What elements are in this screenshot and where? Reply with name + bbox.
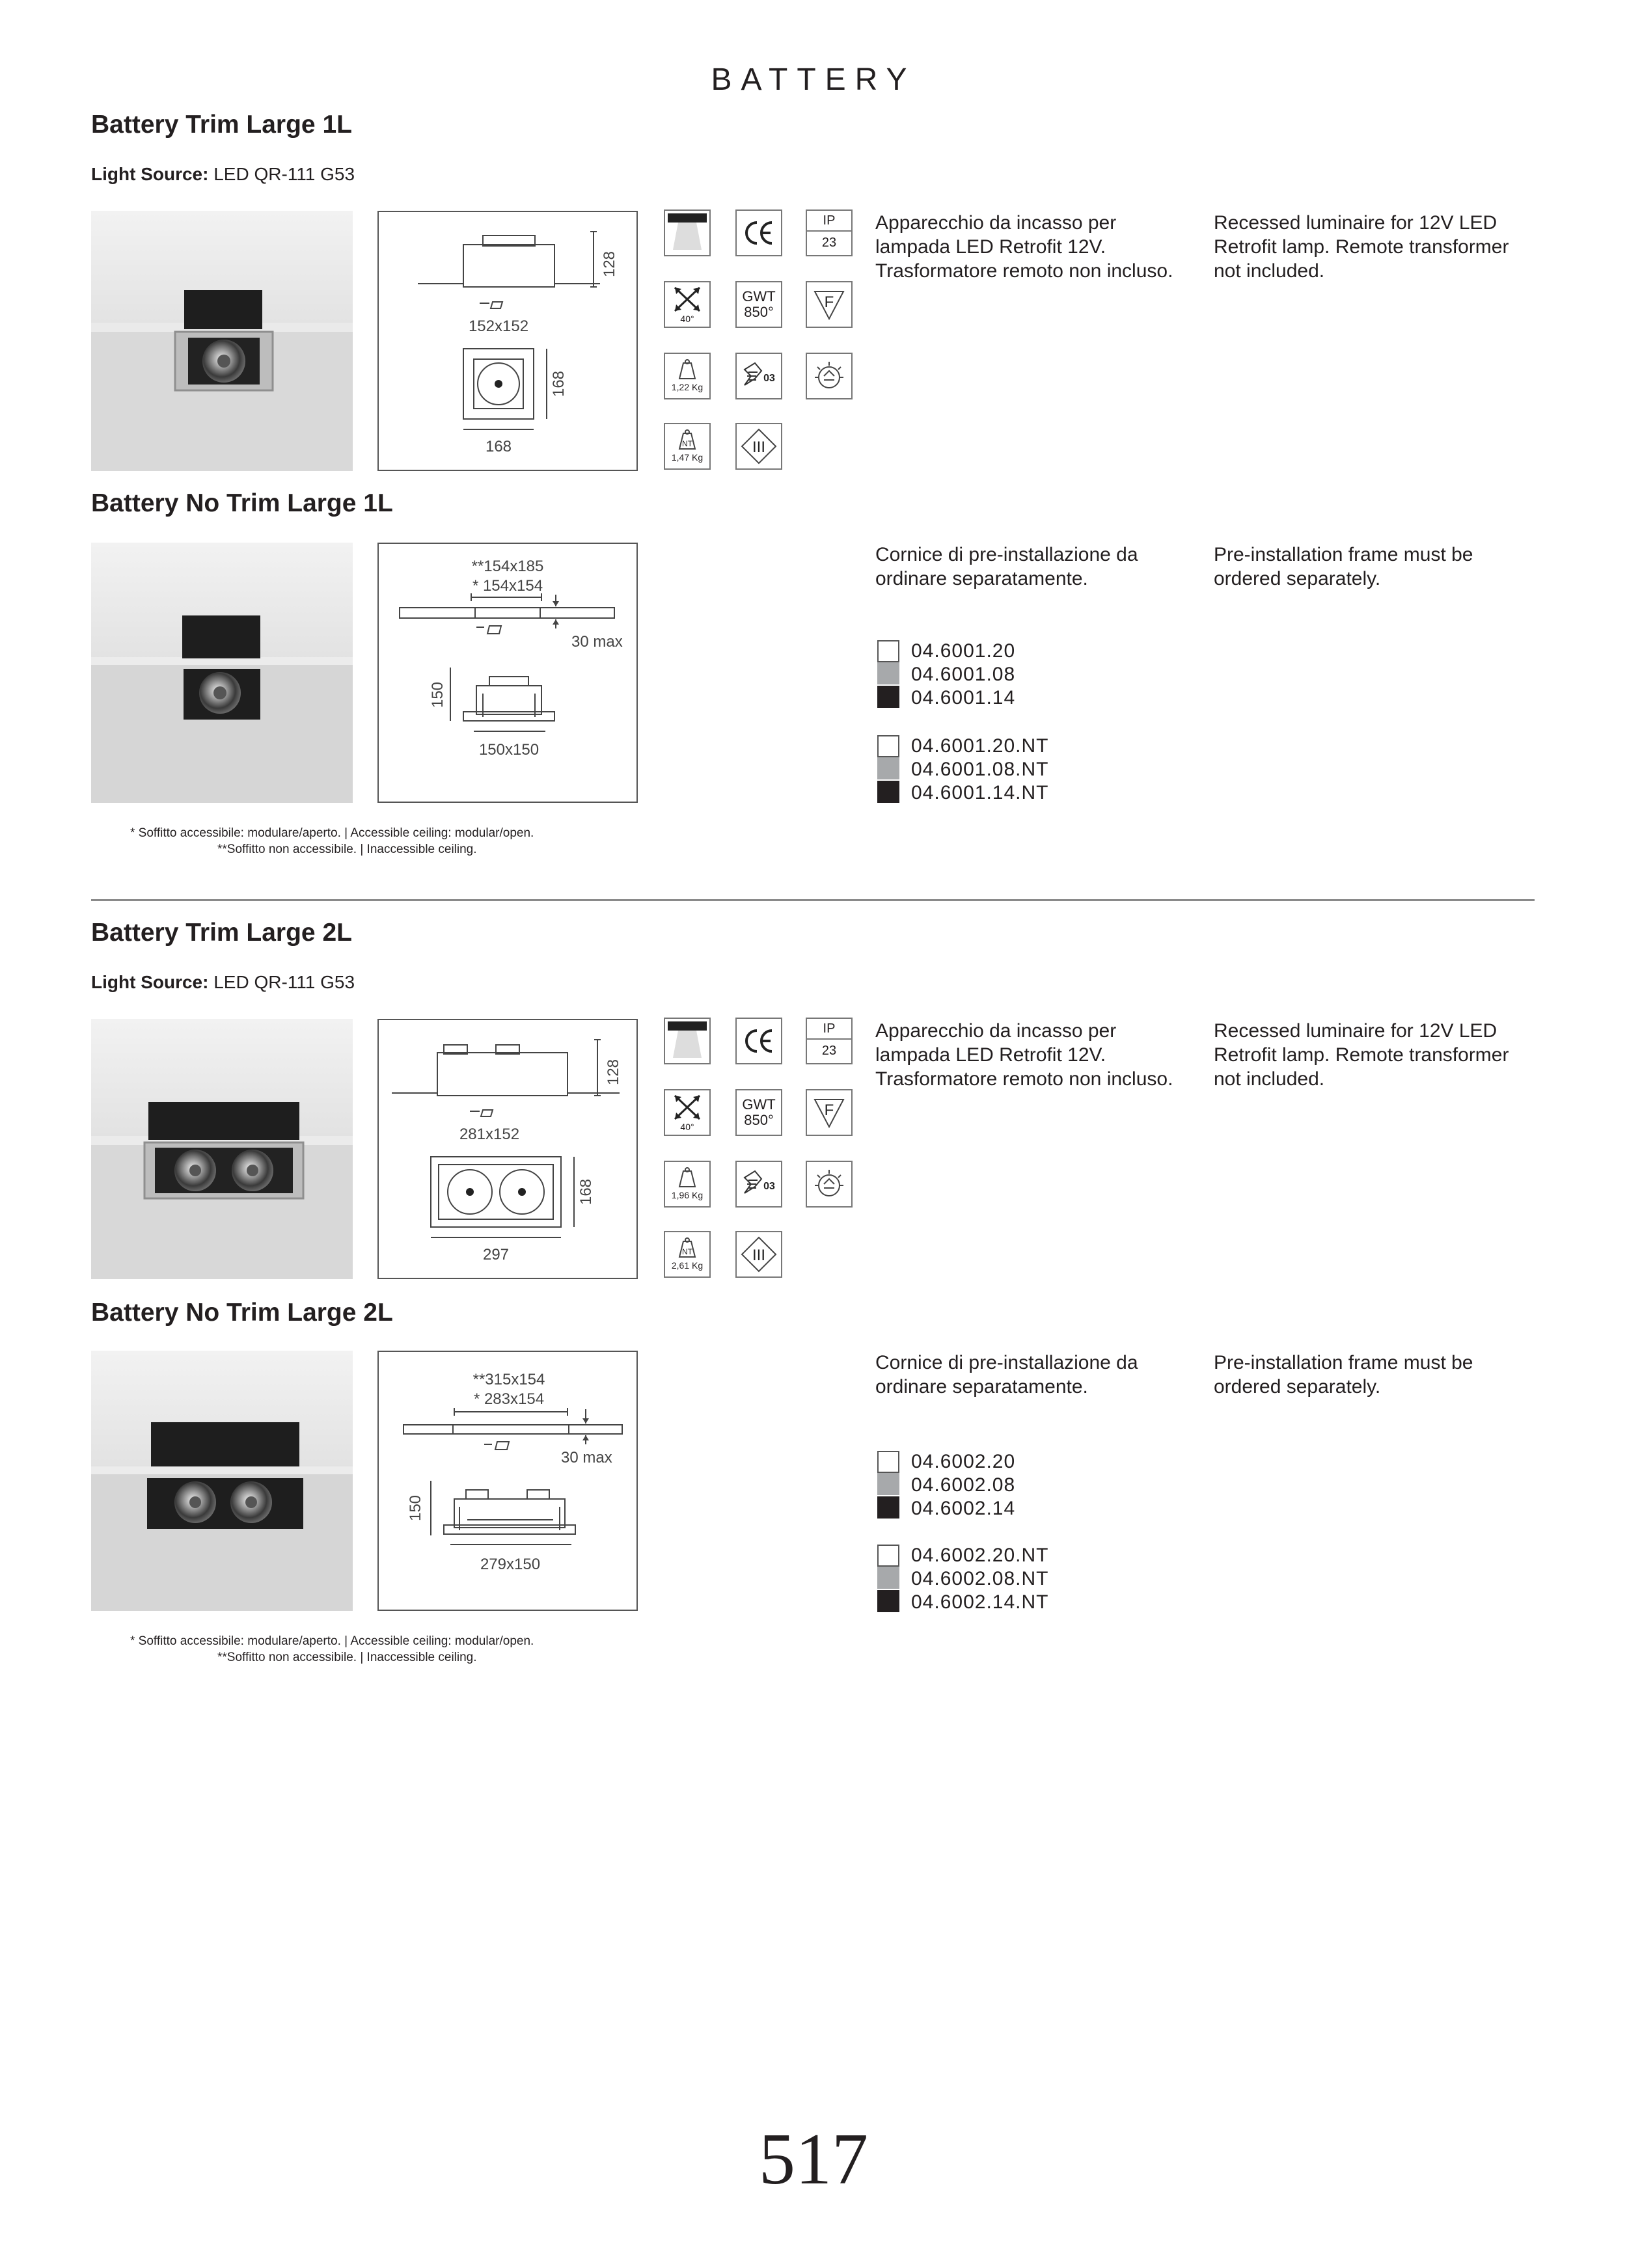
product-code: 04.6001.14.NT bbox=[911, 782, 1049, 803]
dim-max: 30 max bbox=[571, 633, 623, 651]
description-en: Recessed luminaire for 12V LED Retrofit lamp. Remote transformer not included. bbox=[1214, 1020, 1509, 1090]
product-title: Battery No Trim Large 1L bbox=[91, 489, 393, 517]
footnote: **Soffitto non accessibile. | Inaccessible ceiling. bbox=[217, 843, 477, 856]
swatch-white bbox=[877, 1545, 899, 1567]
light-source-label: Light Source: bbox=[91, 164, 209, 184]
gwt-label: GWT bbox=[742, 1096, 776, 1113]
dim-max: 30 max bbox=[561, 1449, 612, 1466]
swatch-grey bbox=[877, 1567, 899, 1589]
dim-height: 150 bbox=[407, 1494, 424, 1522]
ce-mark-icon bbox=[735, 1018, 782, 1064]
description-en: Recessed luminaire for 12V LED Retrofit lamp. Remote transformer not included. bbox=[1214, 212, 1509, 282]
light-source-label: Light Source: bbox=[91, 972, 209, 992]
energy-class-icon bbox=[735, 353, 782, 399]
product-photo bbox=[91, 211, 353, 471]
swatch-grey bbox=[877, 1473, 899, 1495]
dim-bottom: 150x150 bbox=[478, 741, 540, 759]
f-mark-icon bbox=[806, 1089, 853, 1136]
swatch-white bbox=[877, 735, 899, 757]
ip-rating-icon bbox=[806, 209, 853, 256]
dim-height: 128 bbox=[605, 1059, 622, 1086]
driver-icon bbox=[806, 1161, 853, 1208]
product-title: Battery No Trim Large 2L bbox=[91, 1299, 393, 1327]
nt-weight-value: 2,61 Kg bbox=[671, 1260, 704, 1271]
energy-class-text: 03 bbox=[763, 373, 775, 384]
description-en: Pre-installation frame must be ordered separately. bbox=[1214, 1352, 1473, 1397]
class-iii-icon bbox=[735, 1231, 782, 1278]
spot-beam-icon bbox=[664, 1018, 711, 1064]
class-iii-icon bbox=[735, 423, 782, 470]
product-code: 04.6001.20 bbox=[911, 640, 1016, 662]
swatch-black bbox=[877, 1496, 899, 1519]
product-code: 04.6001.08.NT bbox=[911, 759, 1049, 780]
section-divider bbox=[91, 899, 1535, 901]
swatch-white bbox=[877, 1451, 899, 1473]
product-code: 04.6001.14 bbox=[911, 687, 1016, 709]
gwt-value: 850° bbox=[744, 304, 774, 320]
nt-weight-label: NT bbox=[682, 439, 692, 448]
description-en: Pre-installation frame must be ordered separately. bbox=[1214, 544, 1473, 589]
dim-top: 281x152 bbox=[459, 1126, 520, 1143]
product-code: 04.6001.20.NT bbox=[911, 735, 1049, 757]
swatch-black bbox=[877, 1590, 899, 1612]
gwt-value: 850° bbox=[744, 1112, 774, 1128]
f-mark-icon bbox=[806, 281, 853, 328]
spot-beam-icon bbox=[664, 209, 711, 256]
dim-top: 152x152 bbox=[468, 317, 529, 335]
dim-double-star: **154x185 bbox=[471, 558, 544, 575]
driver-icon bbox=[806, 353, 853, 399]
light-source-value: LED QR-111 G53 bbox=[213, 164, 355, 184]
product-code: 04.6002.08 bbox=[911, 1474, 1016, 1496]
dim-bottom: 279x150 bbox=[480, 1556, 541, 1573]
swatch-white bbox=[877, 640, 899, 662]
swatch-black bbox=[877, 686, 899, 708]
dim-height: 150 bbox=[429, 681, 446, 709]
dim-side: 168 bbox=[577, 1178, 595, 1206]
class-iii-text: III bbox=[752, 439, 766, 456]
light-source bbox=[91, 164, 355, 185]
product-code: 04.6002.14.NT bbox=[911, 1591, 1049, 1613]
energy-class-text: 03 bbox=[763, 1181, 775, 1192]
description-it: Cornice di pre-installazione da ordinare separatamente. bbox=[875, 544, 1138, 589]
page-title: BATTERY bbox=[711, 62, 916, 97]
dim-double-star: **315x154 bbox=[472, 1371, 545, 1388]
nt-weight-icon bbox=[664, 423, 711, 470]
dim-side: 168 bbox=[550, 370, 567, 398]
product-code: 04.6002.20.NT bbox=[911, 1545, 1049, 1566]
swatch-grey bbox=[877, 757, 899, 779]
swatch-grey bbox=[877, 662, 899, 684]
technical-drawing bbox=[377, 211, 638, 471]
footnote: **Soffitto non accessibile. | Inaccessible ceiling. bbox=[217, 1651, 477, 1664]
beam-angle-icon bbox=[664, 1089, 711, 1136]
energy-class-icon bbox=[735, 1161, 782, 1208]
nt-weight-value: 1,47 Kg bbox=[671, 452, 704, 463]
weight-icon bbox=[664, 353, 711, 399]
dim-bottom: 168 bbox=[485, 438, 512, 455]
ip-label: IP bbox=[807, 1019, 851, 1040]
dim-single-star: * 154x154 bbox=[472, 577, 543, 595]
product-code: 04.6002.08.NT bbox=[911, 1568, 1049, 1589]
dim-height: 128 bbox=[601, 250, 618, 278]
f-mark-text: F bbox=[824, 1101, 834, 1119]
weight-icon bbox=[664, 1161, 711, 1208]
dim-bottom: 297 bbox=[482, 1246, 510, 1263]
product-title: Battery Trim Large 2L bbox=[91, 919, 352, 947]
product-photo bbox=[91, 1019, 353, 1279]
ip-value: 23 bbox=[821, 236, 837, 250]
dim-single-star: * 283x154 bbox=[473, 1390, 545, 1408]
product-photo bbox=[91, 543, 353, 803]
product-photo bbox=[91, 1351, 353, 1611]
gwt-label: GWT bbox=[742, 288, 776, 304]
beam-angle-value: 40° bbox=[680, 1122, 694, 1132]
product-code: 04.6002.20 bbox=[911, 1451, 1016, 1472]
technical-drawing bbox=[377, 543, 638, 803]
beam-angle-value: 40° bbox=[680, 314, 694, 324]
ip-value: 23 bbox=[821, 1044, 837, 1058]
class-iii-text: III bbox=[752, 1247, 766, 1264]
page-number: 517 bbox=[759, 2119, 868, 2200]
weight-value: 1,96 Kg bbox=[671, 1190, 704, 1200]
technical-drawing bbox=[377, 1019, 638, 1279]
light-source-value: LED QR-111 G53 bbox=[213, 972, 355, 992]
description-it: Apparecchio da incasso per lampada LED Retrofit 12V. Trasformatore remoto non incluso. bbox=[875, 212, 1173, 282]
technical-drawing bbox=[377, 1351, 638, 1611]
ce-mark-icon bbox=[735, 209, 782, 256]
nt-weight-label: NT bbox=[682, 1247, 692, 1256]
product-code: 04.6001.08 bbox=[911, 664, 1016, 685]
product-code: 04.6002.14 bbox=[911, 1498, 1016, 1519]
ip-label: IP bbox=[807, 211, 851, 232]
weight-value: 1,22 Kg bbox=[671, 382, 704, 392]
glow-wire-icon bbox=[735, 1089, 782, 1136]
description-it: Cornice di pre-installazione da ordinare separatamente. bbox=[875, 1352, 1138, 1397]
description-it: Apparecchio da incasso per lampada LED Retrofit 12V. Trasformatore remoto non incluso. bbox=[875, 1020, 1173, 1090]
footnote: * Soffitto accessibile: modulare/aperto. | Accessible ceiling: modular/open. bbox=[130, 1634, 534, 1648]
f-mark-text: F bbox=[824, 293, 834, 311]
swatch-black bbox=[877, 781, 899, 803]
light-source bbox=[91, 972, 355, 993]
ip-rating-icon bbox=[806, 1018, 853, 1064]
product-title: Battery Trim Large 1L bbox=[91, 111, 352, 139]
nt-weight-icon bbox=[664, 1231, 711, 1278]
footnote: * Soffitto accessibile: modulare/aperto. | Accessible ceiling: modular/open. bbox=[130, 826, 534, 840]
beam-angle-icon bbox=[664, 281, 711, 328]
glow-wire-icon bbox=[735, 281, 782, 328]
